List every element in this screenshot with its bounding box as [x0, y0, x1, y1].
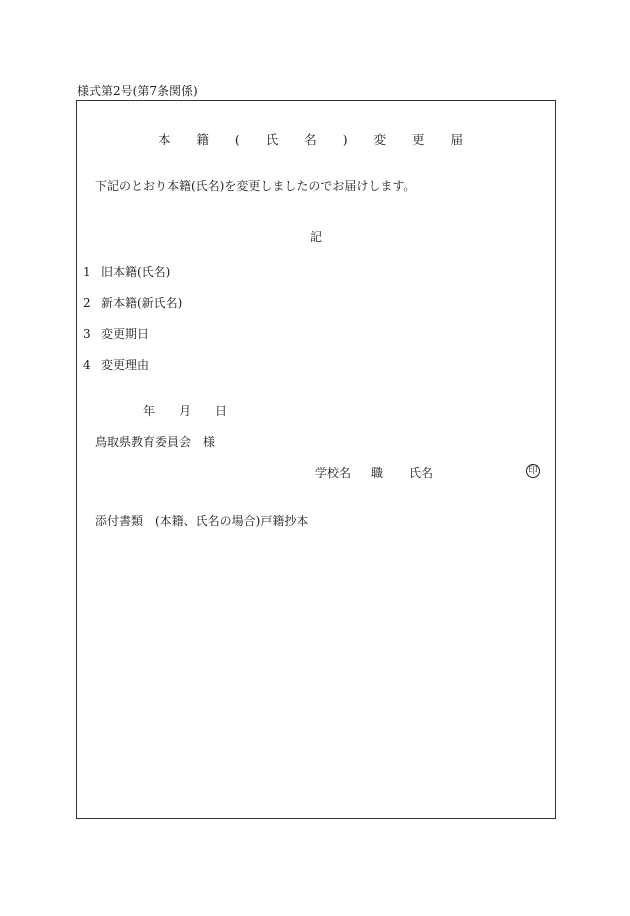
item-old-registry	[83, 265, 170, 279]
form-number-label: 様式第2号(第7条関係)	[77, 84, 198, 98]
item-label: 変更理由	[101, 358, 150, 372]
item-label: 新本籍(新氏名)	[101, 296, 183, 310]
item-change-reason	[83, 358, 149, 372]
signature-school-label: 学校名	[315, 466, 352, 480]
document-title: 本 籍 ( 氏 名 ) 変 更 届	[157, 132, 475, 147]
attachments-note: 添付書類 (本籍、氏名の場合)戸籍抄本	[95, 514, 309, 528]
date-year: 年	[143, 404, 156, 418]
item-number: 4	[83, 358, 91, 372]
item-new-registry	[83, 296, 182, 310]
intro-text: 下記のとおり本籍(氏名)を変更しましたのでお届けします。	[95, 179, 416, 193]
form-frame	[76, 100, 556, 819]
signature-post-label: 職	[371, 466, 384, 480]
date-day: 日	[215, 404, 228, 418]
addressee: 鳥取県教育委員会 様	[95, 435, 216, 449]
item-change-date	[83, 327, 149, 341]
date-line	[143, 404, 227, 418]
ki-heading: 記	[309, 230, 322, 244]
item-label: 旧本籍(氏名)	[101, 265, 171, 279]
item-number: 2	[83, 296, 91, 310]
item-number: 3	[83, 327, 91, 341]
item-number: 1	[83, 265, 91, 279]
date-month: 月	[179, 404, 192, 418]
item-label: 変更期日	[101, 327, 150, 341]
seal-mark: 印	[526, 464, 540, 478]
signature-name-label: 氏名	[409, 466, 434, 480]
